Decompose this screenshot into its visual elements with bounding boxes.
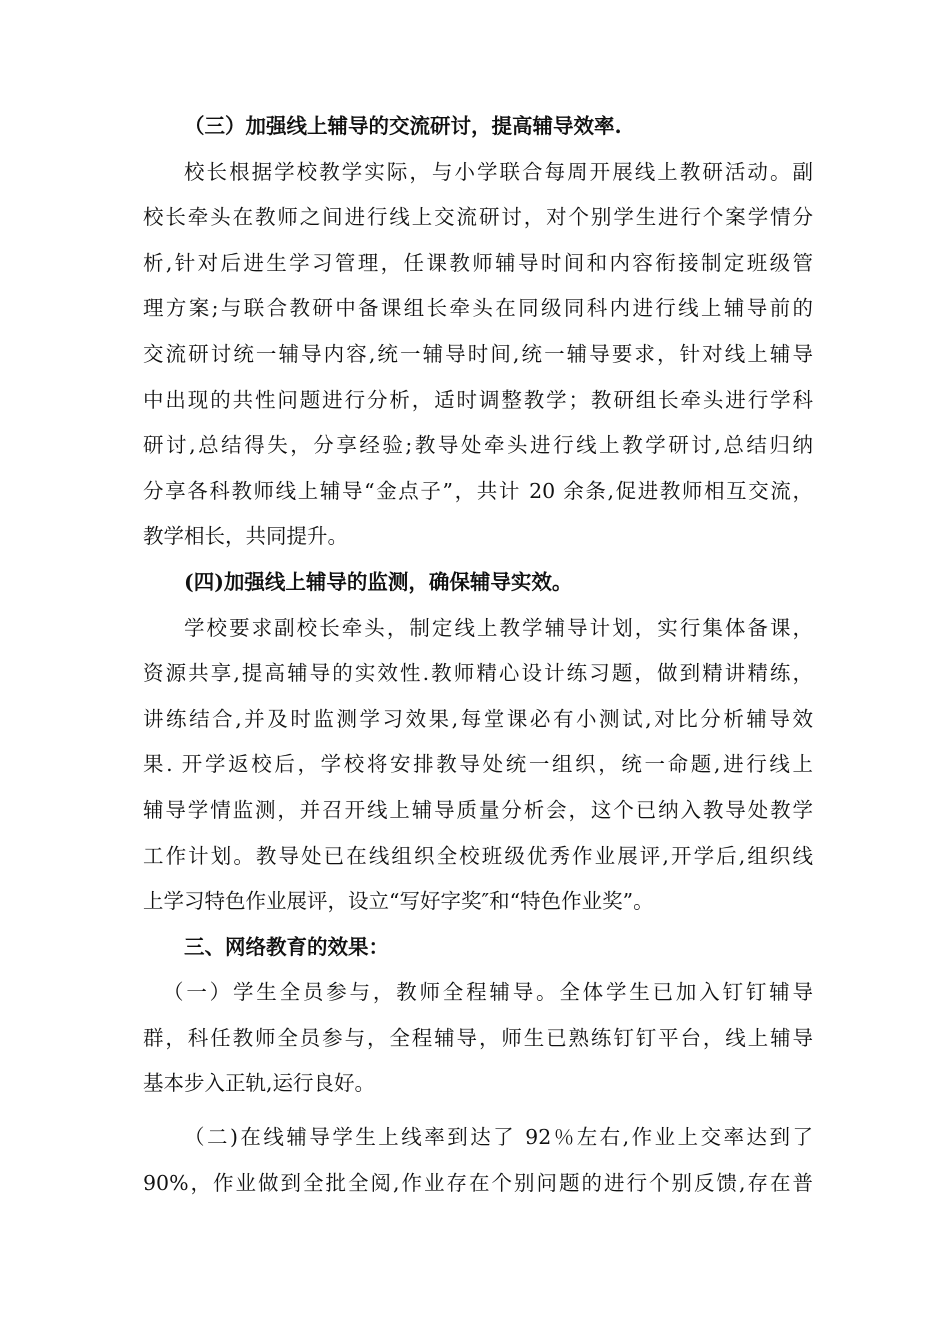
paragraph-line: 教学相长，共同提升。: [143, 524, 348, 549]
paragraph-section-4: [143, 606, 813, 925]
paragraph-line: 辅导学情监测，并召开线上辅导质量分析会，这个已纳入教导处教学: [143, 797, 813, 822]
paragraph-line: （一）学生全员参与，教师全程辅导。全体学生已加入钉钉辅导: [163, 980, 813, 1005]
paragraph-result-1: [143, 970, 813, 1107]
paragraph-line: 析,针对后进生学习管理，任课教师辅导时间和内容衔接制定班级管: [143, 250, 813, 275]
paragraph-line: 分享各科教师线上辅导“金点子”，共计 20 余条,促进教师相互交流，: [143, 478, 813, 503]
paragraph-line: 中出现的共性问题进行分析，适时调整教学；教研组长牵头进行学科: [143, 387, 813, 412]
section-heading-4: (四)加强线上辅导的监测，确保辅导实效。: [184, 569, 573, 594]
paragraph-gap: [143, 1107, 813, 1115]
paragraph-line: 90%，作业做到全批全阅,作业存在个别问题的进行个别反馈,存在普: [143, 1170, 813, 1195]
paragraph-line: 校长牵头在教师之间进行线上交流研讨，对个别学生进行个案学情分: [143, 205, 813, 230]
document-body: [143, 104, 813, 1206]
paragraph-line: 果. 开学返校后，学校将安排教导处统一组织，统一命题,进行线上: [143, 752, 813, 777]
paragraph-line: 交流研讨统一辅导内容,统一辅导时间,统一辅导要求，针对线上辅导: [143, 341, 813, 366]
paragraph-line: 工作计划。教导处已在线组织全校班级优秀作业展评,开学后,组织线: [143, 843, 813, 868]
paragraph-line: 校长根据学校教学实际，与小学联合每周开展线上教研活动。副: [184, 159, 813, 184]
paragraph-line: 上学习特色作业展评，设立“写好字奖″和“特色作业奖”。: [143, 889, 654, 914]
paragraph-line: （二)在线辅导学生上线率到达了 92％左右,作业上交率达到了: [184, 1125, 813, 1150]
paragraph-line: 学校要求副校长牵头，制定线上教学辅导计划，实行集体备课，: [184, 615, 813, 640]
paragraph-section-3: [143, 150, 813, 560]
paragraph-line: 讲练结合,并及时监测学习效果,每堂课必有小测试,对比分析辅导效: [143, 706, 813, 731]
paragraph-line: 基本步入正轨,运行良好。: [143, 1071, 376, 1096]
paragraph-line: 群，科任教师全员参与，全程辅导，师生已熟练钉钉平台，线上辅导: [143, 1025, 813, 1050]
part-heading-3: 三、网络教育的效果：: [184, 934, 389, 959]
paragraph-line: 理方案;与联合教研中备课组长牵头在同级同科内进行线上辅导前的: [143, 296, 813, 321]
paragraph-line: 资源共享,提高辅导的实效性.教师精心设计练习题，做到精讲精练，: [143, 661, 813, 686]
paragraph-line: 研讨,总结得失，分享经验;教导处牵头进行线上教学研讨,总结归纳: [143, 433, 813, 458]
section-heading-3: （三）加强线上辅导的交流研讨，提高辅导效率.: [184, 114, 622, 138]
paragraph-result-2: [143, 1115, 813, 1206]
